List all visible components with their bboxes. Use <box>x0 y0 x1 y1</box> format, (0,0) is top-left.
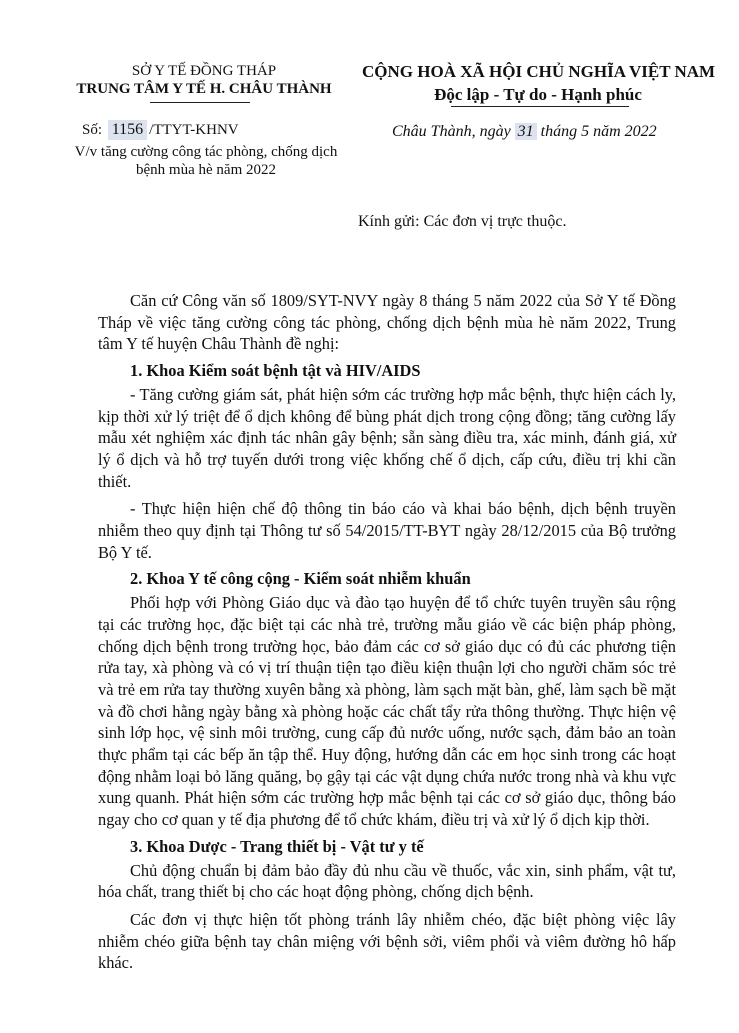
section-2-paragraph-1: Phối hợp với Phòng Giáo dục và đào tạo huyện để tổ chức tuyên truyền sâu rộng tại các trường học, đặc biệt tại các nhà trẻ, trường mẫu giáo về các biện pháp phòng, chống dịch bệnh trong trường học, bảo đảm các cơ sở giáo dục có đủ các phương tiện rửa tay, xà phòng và có vị trí thuận tiện tạo điều kiện thuận lợi cho người chăm sóc trẻ và trẻ em rửa tay thường xuyên bằng xà phòng, làm sạch mặt bàn, ghế, làm sạch bề mặt và đồ chơi hằng ngày bằng xà phòng hoặc các chất tẩy rửa thông thường. Thực hiện vệ sinh lớp học, vệ sinh môi trường, cung cấp đủ nước uống, nước sạch, đảm bảo an toàn thực phẩm tại các bếp ăn tập thể. Huy động, hướng dẫn các em học sinh trong các hoạt động nhằm loại bỏ lăng quăng, bọ gậy tại các vật dụng chứa nước trong nhà và khu vực xung quanh. Phát hiện sớm các trường hợp mắc bệnh tại các cơ sở giáo dục, thông báo ngay cho cơ quan y tế địa phương để tổ chức khám, điều trị và xử lý ổ dịch kịp thời. <box>98 593 676 830</box>
date-prefix: Châu Thành, ngày <box>392 123 511 140</box>
agency-underline <box>150 102 250 103</box>
closing-paragraph: Các đơn vị thực hiện tốt phòng tránh lây nhiễm chéo, đặc biệt phòng việc lây nhiễm chéo giữa bệnh tay chân miệng với bệnh sởi, viêm phổi và viêm đường hô hấp khác. <box>98 909 676 973</box>
subject-line-1: V/v tăng cường công tác phòng, chống dịch <box>74 144 338 160</box>
document-number <box>82 120 239 140</box>
document-body <box>98 290 676 974</box>
national-motto <box>362 60 714 106</box>
number-value: 1156 <box>108 120 147 140</box>
number-suffix: /TTYT-KHNV <box>149 122 239 138</box>
section-1-paragraph-2: - Thực hiện hiện chế độ thông tin báo cáo và khai báo bệnh, dịch bệnh truyền nhiễm theo quy định tại Thông tư số 54/2015/TT-BYT ngày 28/12/2015 của Bộ trưởng Bộ Y tế. <box>98 499 676 562</box>
country-name: CỘNG HOÀ XÃ HỘI CHỦ NGHĨA VIỆT NAM <box>362 62 716 81</box>
document-date <box>392 122 657 142</box>
recipient-line: Kính gửi: Các đơn vị trực thuộc. <box>358 213 567 230</box>
intro-paragraph: Căn cứ Công văn số 1809/SYT-NVY ngày 8 tháng 5 năm 2022 của Sở Y tế Đồng Tháp về việc tăng cường công tác phòng, chống dịch bệnh mùa hè năm 2022, Trung tâm Y tế huyện Châu Thành đề nghị: <box>98 291 676 354</box>
issuing-agency <box>56 62 352 98</box>
motto-line: Độc lập - Tự do - Hạnh phúc <box>434 85 642 104</box>
subject-line-2: bệnh mùa hè năm 2022 <box>136 162 276 178</box>
section-3-title: 3. Khoa Dược - Trang thiết bị - Vật tư y tế <box>130 836 424 856</box>
date-suffix: tháng 5 năm 2022 <box>540 123 657 140</box>
motto-underline <box>451 106 629 107</box>
agency-parent: SỞ Y TẾ ĐỒNG THÁP <box>131 63 277 79</box>
section-1-title: 1. Khoa Kiểm soát bệnh tật và HIV/AIDS <box>130 361 421 381</box>
section-3-paragraph-1: Chủ động chuẩn bị đảm bảo đầy đủ nhu cầu về thuốc, vắc xin, sinh phẩm, vật tư, hóa chất, trang thiết bị cho các hoạt động phòng, chống dịch bệnh. <box>98 860 676 902</box>
section-1-paragraph-1: - Tăng cường giám sát, phát hiện sớm các trường hợp mắc bệnh, thực hiện cách ly, kịp thời xử lý triệt để ổ dịch không để bùng phát dịch trong cộng đồng; tăng cường lấy mẫu xét nghiệm xác định tác nhân gây bệnh; sẵn sàng điều tra, xác minh, đánh giá, xử lý ổ dịch và hỗ trợ tuyến dưới trong việc khống chế ổ dịch, cấp cứu, điều trị khi cần thiết. <box>98 384 676 491</box>
number-label: Số: <box>82 122 103 138</box>
document-subject <box>56 143 356 179</box>
section-2-title: 2. Khoa Y tế công cộng - Kiểm soát nhiễm khuẩn <box>130 569 471 589</box>
agency-name: TRUNG TÂM Y TẾ H. CHÂU THÀNH <box>76 81 332 97</box>
date-day: 31 <box>515 123 537 140</box>
